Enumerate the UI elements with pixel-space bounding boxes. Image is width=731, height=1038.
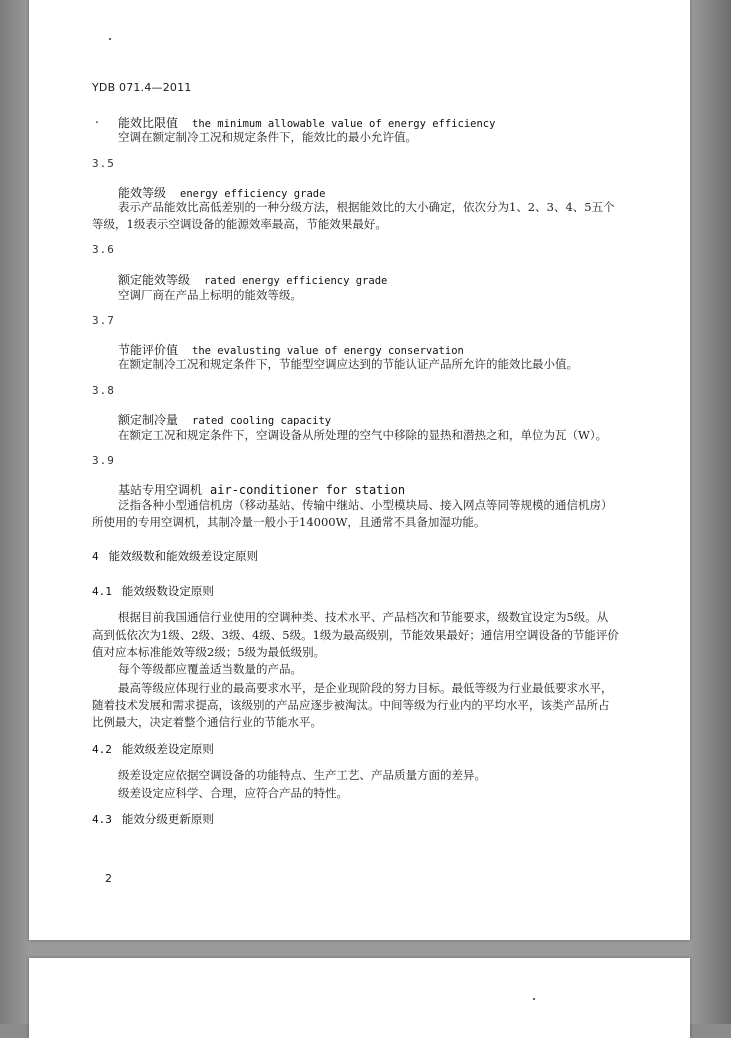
subsection-number: 4.3 (92, 813, 112, 826)
paragraph-line: 每个等级都应覆盖适当数量的产品。 (118, 662, 302, 676)
paragraph-line: 比例最大，决定着整个通信行业的节能水平。 (92, 715, 322, 729)
definition-line: 等级，1级表示空调设备的能源效率最高，节能效果最好。 (92, 217, 387, 231)
term-zh: 能效等级 (118, 186, 167, 200)
paragraph-line: 值对应本标准能效等级2级；5级为最低级别。 (92, 645, 326, 659)
definition-line: 表示产品能效比高低差别的一种分级方法，根据能效比的大小确定，依次分为1、2、3、4、5五个 (118, 200, 615, 214)
term-en: rated cooling capacity (192, 415, 332, 427)
paragraph-line: 级差设定应依据空调设备的功能特点、生产工艺、产品质量方面的差异。 (118, 768, 486, 782)
paragraph-line: 随着技术发展和需求提高，该级别的产品应逐步被淘汰。中间等级为行业内的平均水平，该类产品所占 (92, 698, 610, 712)
subsection-number: 4.2 (92, 743, 112, 756)
subsection-title: 能效级数设定原则 (121, 584, 214, 598)
definition-line: 在额定工况和规定条件下，空调设备从所处理的空气中移除的显热和潜热之和，单位为瓦（W）。 (118, 428, 608, 442)
clause-number: 3.8 (92, 384, 115, 397)
clause-number: 3.6 (92, 243, 115, 256)
term-zh: 额定制冷量 (118, 413, 179, 427)
term-en: rated energy efficiency grade (204, 275, 388, 287)
speck (109, 38, 111, 40)
definition-line: 泛指各种小型通信机房（移动基站、传输中继站、小型模块局、接入网点等同等规模的通信机房） (118, 498, 613, 512)
clause-number: 3.7 (92, 314, 115, 327)
section-heading (92, 548, 258, 564)
next-document-page (29, 958, 690, 1038)
term-entry (118, 409, 331, 428)
definition-line: 所使用的专用空调机，其制冷量一般小于14000W，且通常不具备加湿功能。 (92, 515, 486, 529)
document-page (29, 0, 690, 940)
entry-marker: . (95, 112, 99, 126)
term-entry (118, 269, 387, 288)
term-zh: 额定能效等级 (118, 273, 191, 287)
paragraph-line: 根据目前我国通信行业使用的空调种类、技术水平、产品档次和节能要求，级数宜设定为5级。从 (118, 610, 609, 624)
subsection-title: 能效级差设定原则 (121, 742, 214, 756)
paragraph-line: 级差设定应科学、合理，应符合产品的特性。 (118, 786, 348, 800)
term-en: the evalusting value of energy conservation (192, 345, 464, 357)
definition-line: 空调厂商在产品上标明的能效等级。 (118, 288, 302, 302)
term-zh: 节能评价值 (118, 343, 179, 357)
document-header: YDB 071.4—2011 (92, 81, 192, 94)
subsection-number: 4.1 (92, 585, 112, 598)
term-zh: 能效比限值 (118, 116, 179, 130)
definition-line: 在额定制冷工况和规定条件下，节能型空调应达到的节能认证产品所允许的能效比最小值。 (118, 357, 578, 371)
term-en: energy efficiency grade (180, 188, 326, 200)
page-number: 2 (105, 872, 112, 885)
term-zh: 基站专用空调机 (118, 483, 203, 497)
section-number: 4 (92, 550, 99, 563)
subsection-heading (92, 583, 214, 599)
subsection-title: 能效分级更新原则 (121, 812, 214, 826)
speck (533, 998, 535, 1000)
paragraph-line: 最高等级应体现行业的最高要求水平，是企业现阶段的努力目标。最低等级为行业最低要求水平， (118, 681, 613, 695)
clause-number: 3.9 (92, 454, 115, 467)
definition-line: 空调在额定制冷工况和规定条件下，能效比的最小允许值。 (118, 130, 417, 144)
term-en: the minimum allowable value of energy efficiency (192, 118, 496, 130)
term-en: air-conditioner for station (210, 483, 406, 497)
paragraph-line: 高到低依次为1级、2级、3级、4级、5级。1级为最高级别，节能效果最好；通信用空调设备的节能评价 (92, 628, 619, 642)
term-entry (118, 479, 405, 498)
clause-number: 3.5 (92, 157, 115, 170)
subsection-heading (92, 741, 214, 757)
section-title: 能效级数和能效级差设定原则 (108, 549, 259, 563)
subsection-heading (92, 811, 214, 827)
